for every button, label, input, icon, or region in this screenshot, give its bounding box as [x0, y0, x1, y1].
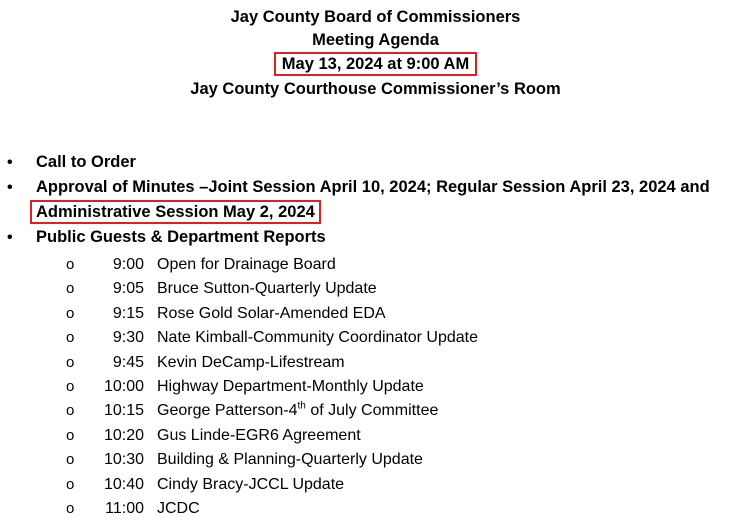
- agenda-item-text: Building & Planning-Quarterly Update: [157, 451, 423, 469]
- agenda-item-list: [0, 253, 751, 521]
- agenda-item-text: George Patterson-4th of July Committee: [157, 401, 439, 420]
- sub-bullet-icon: o: [66, 451, 75, 469]
- sub-bullet-icon: o: [66, 353, 75, 371]
- bullet-call-to-order: • Call to Order: [0, 150, 751, 175]
- agenda-item: [0, 497, 751, 521]
- agenda-item-text: JCDC: [157, 499, 200, 517]
- agenda-item: [0, 302, 751, 326]
- agenda-item-time: 11:00: [105, 499, 144, 517]
- agenda-item: [0, 253, 751, 277]
- agenda-item-time: 10:30: [103, 451, 144, 469]
- page-title: Meeting Agenda: [312, 31, 439, 49]
- agenda-item: [0, 375, 751, 399]
- agenda-item-time: 10:40: [103, 475, 144, 493]
- agenda-item-time: 10:20: [103, 426, 144, 444]
- meeting-location: Jay County Courthouse Commissioner’s Room: [190, 80, 561, 98]
- agenda-bullets: [0, 150, 751, 250]
- sub-bullet-icon: o: [66, 499, 75, 517]
- agenda-item: [0, 351, 751, 375]
- sub-bullet-icon: o: [66, 475, 75, 493]
- agenda-item-time: 9:30: [112, 329, 144, 347]
- bullet-icon: •: [7, 229, 13, 246]
- agenda-header: [0, 5, 751, 101]
- meeting-datetime: May 13, 2024 at 9:00 AM: [274, 52, 477, 76]
- agenda-item-text: Nate Kimball-Community Coordinator Update: [157, 329, 479, 347]
- agenda-item-text: Kevin DeCamp-Lifestream: [157, 353, 345, 371]
- agenda-item-text: Gus Linde-EGR6 Agreement: [157, 426, 361, 444]
- agenda-item: [0, 326, 751, 350]
- agenda-item-text: Bruce Sutton-Quarterly Update: [157, 280, 377, 298]
- agenda-item-time: 9:00: [112, 256, 144, 273]
- bullet-public-guests: • Public Guests & Department Reports: [0, 225, 751, 250]
- org-name: Jay County Board of Commissioners: [230, 8, 521, 26]
- sub-bullet-icon: o: [66, 377, 75, 395]
- agenda-item: [0, 448, 751, 472]
- bullet-approval-minutes: • Approval of Minutes –Joint Session April 10, 2024; Regular Session April 23, 2024 and: [0, 175, 751, 200]
- sub-bullet-icon: o: [66, 402, 75, 420]
- agenda-item-time: 9:45: [112, 353, 144, 371]
- bullet-icon: •: [7, 179, 13, 196]
- agenda-item: [0, 473, 751, 497]
- agenda-item-text: Cindy Bracy-JCCL Update: [157, 475, 345, 493]
- sub-bullet-icon: o: [66, 426, 75, 444]
- agenda-item-time: 10:00: [103, 377, 144, 395]
- agenda-item: [0, 277, 751, 301]
- sub-bullet-icon: o: [66, 280, 75, 298]
- agenda-item: [0, 399, 751, 423]
- agenda-item-text: Rose Gold Solar-Amended EDA: [157, 304, 386, 322]
- sub-bullet-icon: o: [66, 329, 75, 347]
- agenda-item-time: 10:15: [103, 402, 144, 420]
- minutes-admin-session: Administrative Session May 2, 2024: [30, 200, 321, 224]
- bullet-icon: •: [7, 154, 13, 171]
- agenda-item-time: 9:15: [112, 304, 144, 322]
- sub-bullet-icon: o: [66, 256, 75, 273]
- agenda-item: [0, 424, 751, 448]
- sub-bullet-icon: o: [66, 304, 75, 322]
- agenda-item-time: 9:05: [112, 280, 144, 298]
- agenda-item-text: Highway Department-Monthly Update: [157, 377, 424, 395]
- agenda-item-text: Open for Drainage Board: [157, 256, 336, 273]
